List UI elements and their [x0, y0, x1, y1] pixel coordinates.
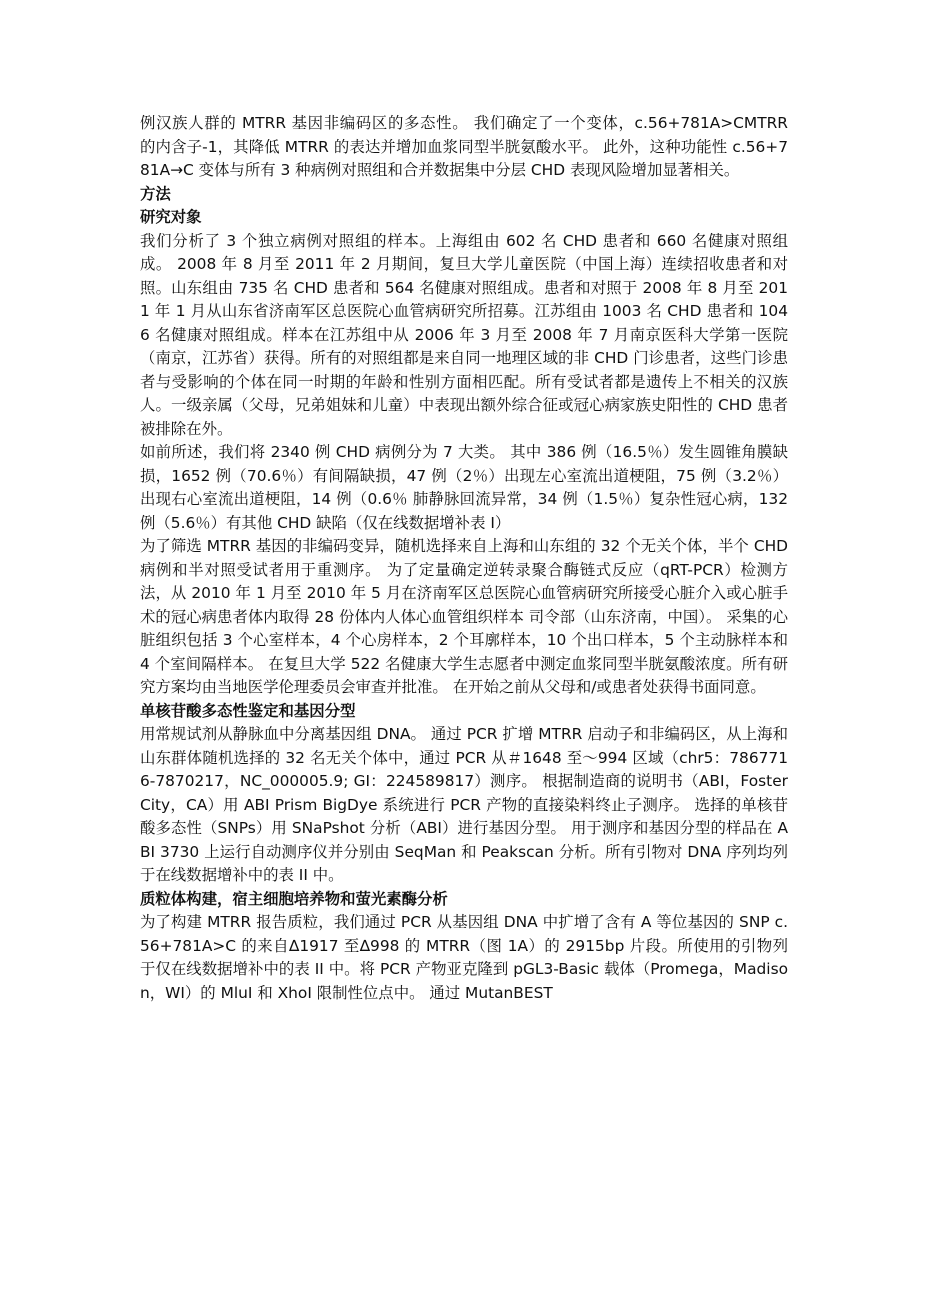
heading-methods: 方法	[140, 184, 171, 203]
heading-study-subjects: 研究对象	[140, 208, 202, 226]
paragraph-intro-end: 例汉族人群的 MTRR 基因非编码区的多态性。 我们确定了一个变体，c.56+781A>CMTRR 的内含子-1，其降低 MTRR 的表达并增加血浆同型半胱氨酸水平。 此外，这种功能性 c.56+781A→C 变体与所有 3 种病例对照组和合并数据集中分层 CHD 表现风险增加显著相关。	[140, 114, 788, 179]
paragraph-snp-genotyping: 用常规试剂从静脉血中分离基因组 DNA。 通过 PCR 扩增 MTRR 启动子和非编码区，从上海和山东群体随机选择的 32 名无关个体中，通过 PCR 从＃1648 至～994 区域（chr5：7867716-7870217，NC_000005.9; GI：224589817）测序。 根据制造商的说明书（ABI，Foster City，CA）用 ABI Prism BigDye 系统进行 PCR 产物的直接染料终止子测序。 选择的单核苷酸多态性（SNPs）用 SNaPshot 分析（ABI）进行基因分型。 用于测序和基因分型的样品在 ABI 3730 上运行自动测序仪并分别由 SeqMan 和 Peakscan 分析。所有引物对 DNA 序列均列于在线数据增补中的表 II 中。	[140, 725, 788, 884]
heading-snp-genotyping: 单核苷酸多态性鉴定和基因分型	[140, 701, 356, 720]
paragraph-plasmid-construction: 为了构建 MTRR 报告质粒，我们通过 PCR 从基因组 DNA 中扩增了含有 A 等位基因的 SNP c.56+781A>C 的来自∆1917 至∆998 的 MTRR（图 1A）的 2915bp 片段。所使用的引物列于仅在线数据增补中的表 II 中。将 PCR 产物亚克隆到 pGL3-Basic 载体（Promega，Madison，WI）的 MluI 和 XhoI 限制性位点中。 通过 MutanBEST	[140, 913, 788, 1002]
document-page	[140, 112, 788, 1005]
paragraph-study-groups: 我们分析了 3 个独立病例对照组的样本。上海组由 602 名 CHD 患者和 660 名健康对照组成。 2008 年 8 月至 2011 年 2 月期间，复旦大学儿童医院（中国上海）连续招收患者和对照。山东组由 735 名 CHD 患者和 564 名健康对照组成。患者和对照于 2008 年 8 月至 2011 年 1 月从山东省济南军区总医院心血管病研究所招募。江苏组由 1003 名 CHD 患者和 1046 名健康对照组成。样本在江苏组中从 2006 年 3 月至 2008 年 7 月南京医科大学第一医院（南京，江苏省）获得。所有的对照组都是来自同一地理区域的非 CHD 门诊患者，这些门诊患者与受影响的个体在同一时期的年龄和性别方面相匹配。所有受试者都是遗传上不相关的汉族人。一级亲属（父母，兄弟姐妹和儿童）中表现出额外综合征或冠心病家族史阳性的 CHD 患者被排除在外。	[140, 231, 788, 438]
heading-plasmid-luciferase: 质粒体构建，宿主细胞培养物和萤光素酶分析	[140, 889, 448, 908]
paragraph-chd-categories: 如前所述，我们将 2340 例 CHD 病例分为 7 大类。 其中 386 例（16.5％）发生圆锥角膜缺损，1652 例（70.6％）有间隔缺损，47 例（2％）出现左心室流出道梗阻，75 例（3.2％）出现右心室流出道梗阻，14 例（0.6％ 肺静脉回流异常，34 例（1.5％）复杂性冠心病，132 例（5.6％）有其他 CHD 缺陷（仅在线数据增补表 I）	[140, 443, 788, 532]
paragraph-screening-samples: 为了筛选 MTRR 基因的非编码变异，随机选择来自上海和山东组的 32 个无关个体，半个 CHD 病例和半对照受试者用于重测序。 为了定量确定逆转录聚合酶链式反应（qRT-PCR）检测方法，从 2010 年 1 月至 2010 年 5 月在济南军区总医院心血管病研究所接受心脏介入或心脏手术的冠心病患者体内取得 28 份体内人体心血管组织样本 司令部（山东济南，中国）。 采集的心脏组织包括 3 个心室样本，4 个心房样本，2 个耳廓样本，10 个出口样本，5 个主动脉样本和 4 个室间隔样本。 在复旦大学 522 名健康大学生志愿者中测定血浆同型半胱氨酸浓度。所有研究方案均由当地医学伦理委员会审查并批准。 在开始之前从父母和/或患者处获得书面同意。	[140, 537, 788, 696]
